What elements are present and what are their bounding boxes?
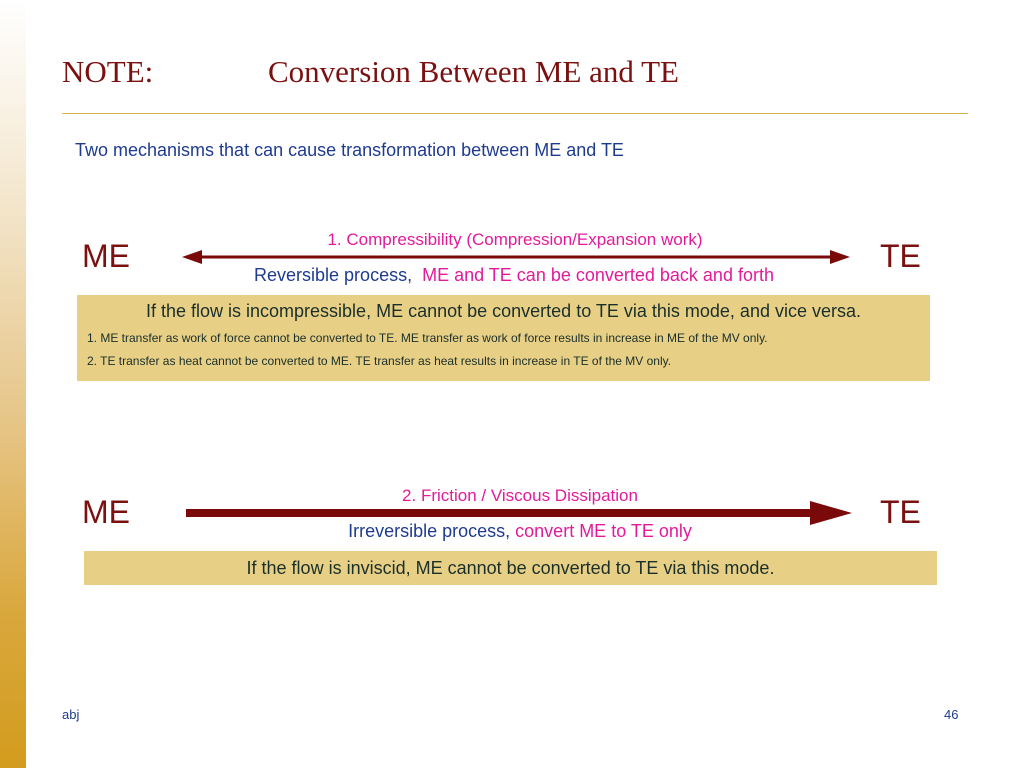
mech2-te-node: TE bbox=[880, 494, 921, 530]
mech2-subtitle-process: Irreversible process, bbox=[348, 521, 511, 541]
footer-author: abj bbox=[62, 707, 80, 722]
mech2-title: 2. Friction / Viscous Dissipation bbox=[402, 486, 638, 505]
page-number: 46 bbox=[944, 707, 959, 722]
mech1-title: 1. Compressibility (Compression/Expansion work) bbox=[327, 230, 703, 249]
mech1-note-item-2: 2. TE transfer as heat cannot be converted to ME. TE transfer as heat results in increase in TE of the MV only. bbox=[87, 354, 672, 368]
mech1-me-node: ME bbox=[82, 238, 130, 274]
mech1-subtitle bbox=[254, 265, 774, 286]
mech1-te-node: TE bbox=[880, 238, 921, 274]
title-divider bbox=[62, 113, 968, 114]
title-note-label: NOTE: bbox=[62, 54, 154, 89]
bidirectional-arrow-icon bbox=[180, 247, 852, 267]
title-main-text: Conversion Between ME and TE bbox=[268, 54, 679, 89]
slide-title bbox=[62, 54, 679, 90]
mech1-subtitle-detail: ME and TE can be converted back and forth bbox=[422, 265, 774, 285]
mech1-note-box bbox=[77, 295, 930, 381]
mech1-note-main: If the flow is incompressible, ME cannot be converted to TE via this mode, and vice versa. bbox=[145, 301, 861, 321]
mech1-subtitle-process: Reversible process, bbox=[254, 265, 413, 285]
decorative-sidebar bbox=[0, 0, 26, 768]
intro-text: Two mechanisms that can cause transformation between ME and TE bbox=[75, 140, 624, 160]
mech2-note-box: If the flow is inviscid, ME cannot be converted to TE via this mode. bbox=[84, 551, 937, 585]
mech1-note-item-1: 1. ME transfer as work of force cannot be converted to TE. ME transfer as work of force results in increase in ME of the MV only. bbox=[87, 331, 768, 345]
mech2-subtitle-detail: convert ME to TE only bbox=[515, 521, 692, 541]
mech2-me-node: ME bbox=[82, 494, 130, 530]
mech2-subtitle bbox=[348, 521, 692, 542]
